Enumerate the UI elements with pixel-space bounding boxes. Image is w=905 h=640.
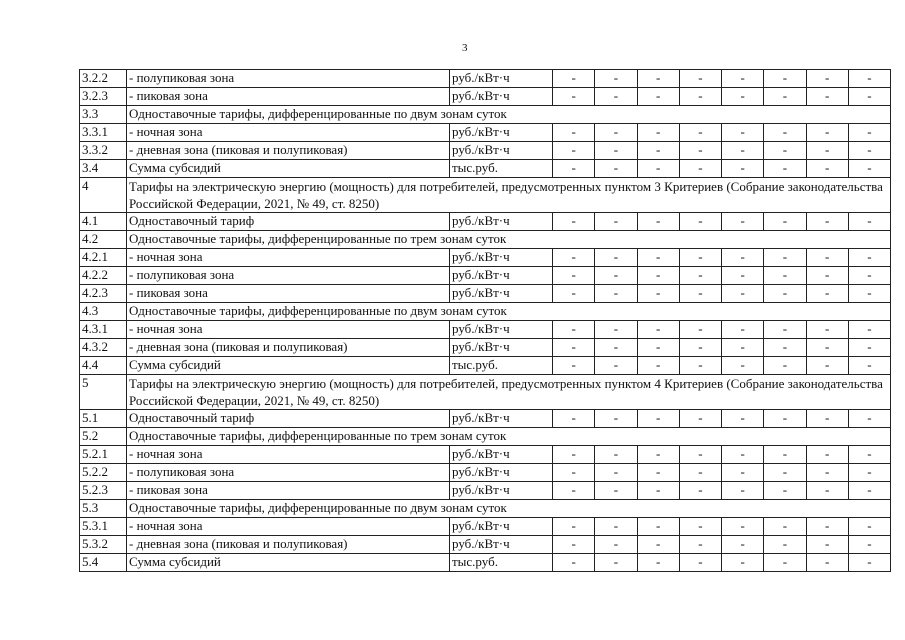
row-number: 4.3	[80, 303, 127, 321]
row-name: Сумма субсидий	[127, 160, 450, 178]
value-cell: -	[637, 464, 679, 482]
table-row	[80, 518, 891, 536]
value-cell: -	[595, 142, 637, 160]
value-cell: -	[637, 518, 679, 536]
value-cell: -	[595, 70, 637, 88]
unit-cell: руб./кВт·ч	[450, 267, 553, 285]
value-cell: -	[764, 357, 806, 375]
section-row	[80, 500, 891, 518]
row-number: 4.2.2	[80, 267, 127, 285]
value-cell: -	[679, 88, 721, 106]
value-cell: -	[679, 518, 721, 536]
value-cell: -	[806, 339, 848, 357]
unit-cell: руб./кВт·ч	[450, 142, 553, 160]
section-title: Тарифы на электрическую энергию (мощность) для потребителей, предусмотренных пунктом 3 Критериев (Собрание законодательства Российской Федерации, 2021, № 49, ст. 8250)	[127, 178, 891, 213]
value-cell: -	[848, 536, 890, 554]
unit-cell: руб./кВт·ч	[450, 518, 553, 536]
value-cell: -	[722, 554, 764, 572]
value-cell: -	[553, 518, 595, 536]
table-row	[80, 410, 891, 428]
unit-cell: руб./кВт·ч	[450, 213, 553, 231]
table-row	[80, 88, 891, 106]
value-cell: -	[848, 554, 890, 572]
unit-cell: руб./кВт·ч	[450, 339, 553, 357]
value-cell: -	[595, 446, 637, 464]
value-cell: -	[679, 339, 721, 357]
value-cell: -	[722, 249, 764, 267]
value-cell: -	[637, 357, 679, 375]
row-number: 4.3.2	[80, 339, 127, 357]
row-name: - пиковая зона	[127, 482, 450, 500]
value-cell: -	[679, 554, 721, 572]
value-cell: -	[595, 88, 637, 106]
value-cell: -	[764, 267, 806, 285]
value-cell: -	[637, 124, 679, 142]
value-cell: -	[848, 285, 890, 303]
value-cell: -	[848, 124, 890, 142]
row-name: - ночная зона	[127, 321, 450, 339]
value-cell: -	[764, 339, 806, 357]
value-cell: -	[806, 213, 848, 231]
value-cell: -	[764, 554, 806, 572]
row-number: 4.2.3	[80, 285, 127, 303]
value-cell: -	[553, 554, 595, 572]
value-cell: -	[848, 213, 890, 231]
value-cell: -	[806, 88, 848, 106]
value-cell: -	[637, 482, 679, 500]
value-cell: -	[764, 124, 806, 142]
value-cell: -	[722, 142, 764, 160]
unit-cell: руб./кВт·ч	[450, 536, 553, 554]
value-cell: -	[637, 267, 679, 285]
value-cell: -	[764, 446, 806, 464]
row-number: 5.3	[80, 500, 127, 518]
unit-cell: руб./кВт·ч	[450, 410, 553, 428]
row-number: 5.2.2	[80, 464, 127, 482]
value-cell: -	[679, 410, 721, 428]
value-cell: -	[722, 518, 764, 536]
row-number: 5	[80, 375, 127, 410]
value-cell: -	[637, 88, 679, 106]
value-cell: -	[764, 321, 806, 339]
value-cell: -	[637, 142, 679, 160]
value-cell: -	[553, 464, 595, 482]
value-cell: -	[848, 410, 890, 428]
value-cell: -	[848, 482, 890, 500]
value-cell: -	[848, 88, 890, 106]
value-cell: -	[553, 249, 595, 267]
row-name: Одноставочный тариф	[127, 410, 450, 428]
unit-cell: руб./кВт·ч	[450, 70, 553, 88]
value-cell: -	[722, 482, 764, 500]
row-number: 4.2.1	[80, 249, 127, 267]
value-cell: -	[679, 70, 721, 88]
row-number: 5.2.3	[80, 482, 127, 500]
value-cell: -	[595, 267, 637, 285]
value-cell: -	[679, 124, 721, 142]
value-cell: -	[722, 285, 764, 303]
table-row	[80, 124, 891, 142]
page-number: 3	[462, 42, 468, 54]
value-cell: -	[679, 321, 721, 339]
row-name: - пиковая зона	[127, 88, 450, 106]
value-cell: -	[679, 285, 721, 303]
value-cell: -	[679, 267, 721, 285]
table-row	[80, 70, 891, 88]
value-cell: -	[553, 160, 595, 178]
value-cell: -	[806, 554, 848, 572]
value-cell: -	[553, 482, 595, 500]
value-cell: -	[848, 357, 890, 375]
unit-cell: руб./кВт·ч	[450, 249, 553, 267]
value-cell: -	[722, 357, 764, 375]
value-cell: -	[722, 536, 764, 554]
row-number: 4.3.1	[80, 321, 127, 339]
row-name: - полупиковая зона	[127, 464, 450, 482]
value-cell: -	[848, 446, 890, 464]
table-row	[80, 536, 891, 554]
unit-cell: руб./кВт·ч	[450, 446, 553, 464]
table-row	[80, 160, 891, 178]
value-cell: -	[806, 518, 848, 536]
unit-cell: руб./кВт·ч	[450, 124, 553, 142]
value-cell: -	[806, 446, 848, 464]
value-cell: -	[764, 249, 806, 267]
value-cell: -	[637, 410, 679, 428]
value-cell: -	[764, 536, 806, 554]
value-cell: -	[553, 213, 595, 231]
value-cell: -	[806, 267, 848, 285]
value-cell: -	[848, 518, 890, 536]
value-cell: -	[553, 446, 595, 464]
value-cell: -	[764, 213, 806, 231]
value-cell: -	[806, 410, 848, 428]
row-name: Сумма субсидий	[127, 554, 450, 572]
row-number: 5.4	[80, 554, 127, 572]
row-number: 3.3.1	[80, 124, 127, 142]
value-cell: -	[764, 518, 806, 536]
row-number: 3.3	[80, 106, 127, 124]
row-name: Сумма субсидий	[127, 357, 450, 375]
value-cell: -	[722, 339, 764, 357]
value-cell: -	[595, 464, 637, 482]
value-cell: -	[553, 410, 595, 428]
value-cell: -	[806, 357, 848, 375]
table-row	[80, 339, 891, 357]
value-cell: -	[679, 213, 721, 231]
value-cell: -	[722, 213, 764, 231]
section-title: Одноставочные тарифы, дифференцированные по трем зонам суток	[127, 428, 891, 446]
row-number: 4	[80, 178, 127, 213]
section-row	[80, 178, 891, 213]
unit-cell: руб./кВт·ч	[450, 482, 553, 500]
unit-cell: руб./кВт·ч	[450, 321, 553, 339]
value-cell: -	[637, 321, 679, 339]
table-row	[80, 213, 891, 231]
unit-cell: тыс.руб.	[450, 357, 553, 375]
section-title: Одноставочные тарифы, дифференцированные по двум зонам суток	[127, 303, 891, 321]
section-row	[80, 303, 891, 321]
value-cell: -	[637, 339, 679, 357]
value-cell: -	[679, 249, 721, 267]
value-cell: -	[595, 321, 637, 339]
row-number: 3.3.2	[80, 142, 127, 160]
value-cell: -	[595, 518, 637, 536]
value-cell: -	[806, 464, 848, 482]
table-row	[80, 267, 891, 285]
table-row	[80, 142, 891, 160]
value-cell: -	[806, 249, 848, 267]
value-cell: -	[848, 267, 890, 285]
value-cell: -	[722, 410, 764, 428]
value-cell: -	[848, 464, 890, 482]
section-row	[80, 231, 891, 249]
value-cell: -	[764, 142, 806, 160]
row-name: - ночная зона	[127, 446, 450, 464]
section-title: Одноставочные тарифы, дифференцированные по двум зонам суток	[127, 106, 891, 124]
value-cell: -	[637, 285, 679, 303]
value-cell: -	[553, 124, 595, 142]
value-cell: -	[806, 160, 848, 178]
value-cell: -	[679, 536, 721, 554]
unit-cell: руб./кВт·ч	[450, 464, 553, 482]
value-cell: -	[637, 249, 679, 267]
value-cell: -	[806, 536, 848, 554]
table-row	[80, 482, 891, 500]
section-row	[80, 375, 891, 410]
row-number: 3.2.3	[80, 88, 127, 106]
section-title: Тарифы на электрическую энергию (мощность) для потребителей, предусмотренных пунктом 4 Критериев (Собрание законодательства Российской Федерации, 2021, № 49, ст. 8250)	[127, 375, 891, 410]
table-row	[80, 321, 891, 339]
section-row	[80, 428, 891, 446]
value-cell: -	[848, 160, 890, 178]
value-cell: -	[595, 339, 637, 357]
table-row	[80, 285, 891, 303]
value-cell: -	[806, 285, 848, 303]
value-cell: -	[679, 142, 721, 160]
value-cell: -	[679, 446, 721, 464]
table-row	[80, 554, 891, 572]
row-name: - дневная зона (пиковая и полупиковая)	[127, 142, 450, 160]
value-cell: -	[553, 88, 595, 106]
value-cell: -	[806, 321, 848, 339]
row-number: 3.4	[80, 160, 127, 178]
value-cell: -	[848, 339, 890, 357]
value-cell: -	[553, 70, 595, 88]
value-cell: -	[848, 142, 890, 160]
value-cell: -	[848, 249, 890, 267]
value-cell: -	[806, 482, 848, 500]
value-cell: -	[553, 267, 595, 285]
row-number: 5.2	[80, 428, 127, 446]
value-cell: -	[637, 213, 679, 231]
table-row	[80, 464, 891, 482]
value-cell: -	[722, 70, 764, 88]
value-cell: -	[764, 464, 806, 482]
value-cell: -	[722, 124, 764, 142]
value-cell: -	[764, 285, 806, 303]
row-name: - дневная зона (пиковая и полупиковая)	[127, 536, 450, 554]
value-cell: -	[679, 357, 721, 375]
row-number: 5.1	[80, 410, 127, 428]
row-name: - пиковая зона	[127, 285, 450, 303]
table-row	[80, 249, 891, 267]
tariff-table-body	[80, 70, 891, 572]
value-cell: -	[848, 70, 890, 88]
unit-cell: тыс.руб.	[450, 554, 553, 572]
value-cell: -	[553, 357, 595, 375]
value-cell: -	[595, 285, 637, 303]
value-cell: -	[637, 536, 679, 554]
value-cell: -	[764, 70, 806, 88]
value-cell: -	[553, 536, 595, 554]
tariff-table	[79, 69, 891, 572]
row-name: - ночная зона	[127, 518, 450, 536]
value-cell: -	[722, 446, 764, 464]
table-row	[80, 446, 891, 464]
row-name: - дневная зона (пиковая и полупиковая)	[127, 339, 450, 357]
row-number: 4.4	[80, 357, 127, 375]
value-cell: -	[637, 446, 679, 464]
value-cell: -	[595, 482, 637, 500]
value-cell: -	[595, 213, 637, 231]
table-row	[80, 357, 891, 375]
unit-cell: руб./кВт·ч	[450, 88, 553, 106]
value-cell: -	[764, 88, 806, 106]
unit-cell: руб./кВт·ч	[450, 285, 553, 303]
value-cell: -	[764, 482, 806, 500]
value-cell: -	[637, 70, 679, 88]
value-cell: -	[595, 124, 637, 142]
row-name: - ночная зона	[127, 124, 450, 142]
row-number: 4.2	[80, 231, 127, 249]
value-cell: -	[595, 357, 637, 375]
value-cell: -	[679, 482, 721, 500]
section-title: Одноставочные тарифы, дифференцированные по двум зонам суток	[127, 500, 891, 518]
value-cell: -	[595, 249, 637, 267]
value-cell: -	[679, 160, 721, 178]
section-row	[80, 106, 891, 124]
row-number: 5.3.1	[80, 518, 127, 536]
row-name: - ночная зона	[127, 249, 450, 267]
value-cell: -	[722, 464, 764, 482]
value-cell: -	[806, 142, 848, 160]
value-cell: -	[722, 321, 764, 339]
section-title: Одноставочные тарифы, дифференцированные по трем зонам суток	[127, 231, 891, 249]
value-cell: -	[764, 160, 806, 178]
value-cell: -	[679, 464, 721, 482]
value-cell: -	[806, 70, 848, 88]
value-cell: -	[637, 554, 679, 572]
row-name: Одноставочный тариф	[127, 213, 450, 231]
value-cell: -	[553, 339, 595, 357]
value-cell: -	[595, 160, 637, 178]
row-number: 3.2.2	[80, 70, 127, 88]
row-number: 5.2.1	[80, 446, 127, 464]
unit-cell: тыс.руб.	[450, 160, 553, 178]
value-cell: -	[595, 536, 637, 554]
value-cell: -	[553, 142, 595, 160]
row-number: 5.3.2	[80, 536, 127, 554]
value-cell: -	[553, 321, 595, 339]
value-cell: -	[722, 160, 764, 178]
row-name: - полупиковая зона	[127, 70, 450, 88]
value-cell: -	[595, 554, 637, 572]
value-cell: -	[637, 160, 679, 178]
value-cell: -	[848, 321, 890, 339]
value-cell: -	[595, 410, 637, 428]
row-name: - полупиковая зона	[127, 267, 450, 285]
value-cell: -	[722, 88, 764, 106]
value-cell: -	[722, 267, 764, 285]
value-cell: -	[806, 124, 848, 142]
row-number: 4.1	[80, 213, 127, 231]
value-cell: -	[764, 410, 806, 428]
value-cell: -	[553, 285, 595, 303]
